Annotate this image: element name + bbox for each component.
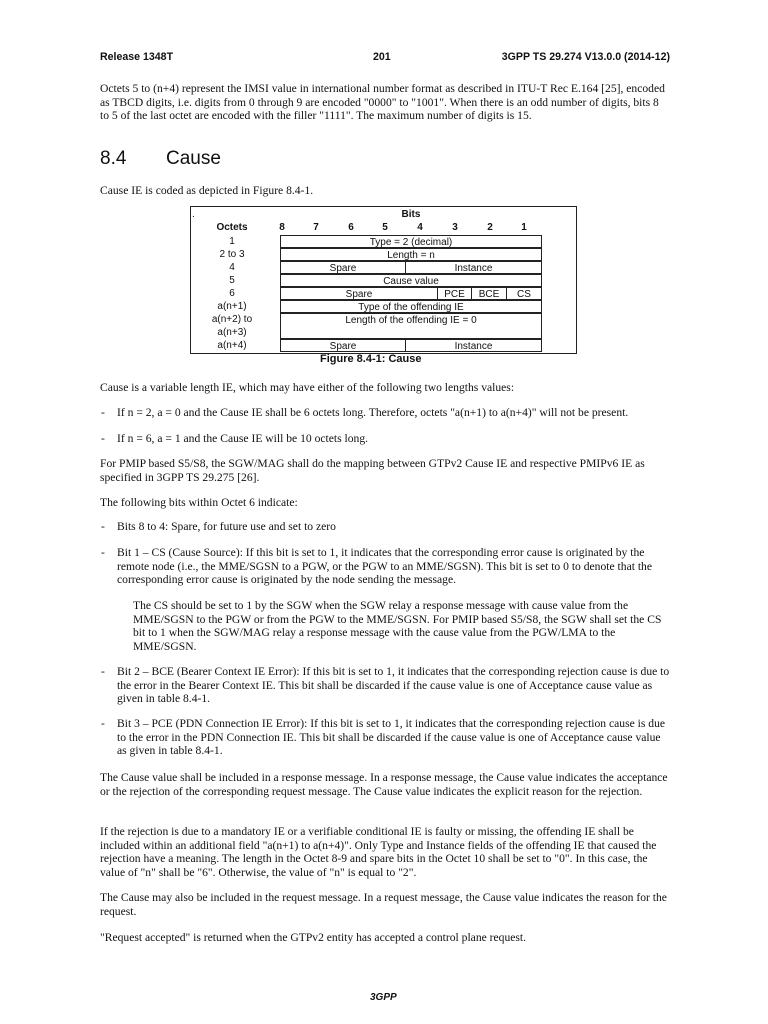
spare-field: Spare [280, 287, 438, 300]
list-item-text: Bits 8 to 4: Spare, for future use and set to zero [117, 520, 336, 533]
rejection-paragraph: If the rejection is due to a mandatory IE or a verifiable conditional IE is faulty or missing, the offending IE shall be included within an additional field "a(n+1) to a(n+4)". Only Type and Instance fields of the offending IE that caused the rejection have a meaning. The length in the Octet 8-9 and spare bits in the Octet 10 shall be set to "0". In this case, the value of "n" shall be "6". Otherwise, the value of "n" is equal to "2". [100, 825, 657, 879]
footer-3gpp: 3GPP [370, 992, 397, 1003]
cause-value-field: Cause value [280, 274, 542, 287]
imsi-paragraph: Octets 5 to (n+4) represent the IMSI value in international number format as described in ITU-T Rec E.164 [25], encoded as TBCD digits, i.e. digits from 0 through 9 are encoded "0000" to "1001". When there is an odd number of digits, bits 8 to 5 of the last octet are encoded with the filler "1111". The maximum number of digits is 15. [100, 82, 665, 123]
offending-ie-type-field: Type of the offending IE [280, 300, 542, 313]
spare-field: Spare [280, 339, 406, 352]
request-paragraph: The Cause may also be included in the request message. In a request message, the Cause value indicates the reason for the request. [100, 891, 667, 918]
instance-field: Instance [405, 339, 542, 352]
pce-field: PCE [437, 287, 472, 300]
bit-number: 8 [279, 222, 285, 233]
bce-field: BCE [471, 287, 507, 300]
bit-number: 4 [417, 222, 423, 233]
bit-number: 1 [521, 222, 527, 233]
cs-field: CS [506, 287, 542, 300]
instance-field: Instance [405, 261, 542, 274]
length-field: Length = n [280, 248, 542, 261]
bullet-dash: - [101, 665, 105, 678]
bit-number: 5 [382, 222, 388, 233]
bit-number: 7 [313, 222, 319, 233]
octet-label: 6 [229, 288, 235, 299]
octet-label: a(n+1) [217, 301, 247, 312]
octets-label: Octets [216, 222, 248, 233]
response-paragraph: The Cause value shall be included in a response message. In a response message, the Cause value indicates the acceptance or the rejection of the corresponding request message. The Cause value indicates the explicit reason for the rejection. [100, 771, 668, 798]
list-item-text: Bit 3 – PCE (PDN Connection IE Error): If this bit is set to 1, it indicates that the corresponding rejection cause is due to the error in the PDN Connection IE. This bit shall be discarded if the cause value is one of Acceptance cause value as given in table 8.4-1. [117, 717, 666, 758]
list-item [101, 406, 670, 420]
accepted-paragraph: "Request accepted" is returned when the GTPv2 entity has accepted a control plane request. [100, 931, 527, 944]
list-item-text: Bit 1 – CS (Cause Source): If this bit is set to 1, it indicates that the corresponding error cause is originated by the remote node (i.e., the MME/SGSN to a PGW, or the PGW to an MME/SGSN). This bit is set to 0 to denote that the corresponding error cause is originated by the node sending the message. [117, 546, 652, 587]
list-item [101, 546, 670, 587]
octet-label: 4 [229, 262, 235, 273]
section-number: 8.4 [100, 148, 127, 169]
octet-label: 1 [229, 236, 235, 247]
list-item-text: Bit 2 – BCE (Bearer Context IE Error): If this bit is set to 1, it indicates that the corresponding rejection cause is due to the error in the Bearer Context IE. This bit shall be discarded if the cause value is one of Acceptance cause value as given in table 8.4-1. [117, 665, 670, 706]
list-item [101, 717, 670, 758]
octet-label: a(n+3) [217, 327, 247, 338]
list-item [101, 665, 670, 706]
octet-label: a(n+2) to [211, 314, 253, 325]
section-heading [100, 147, 221, 171]
bullet-dash: - [101, 520, 105, 533]
bit-number: 6 [348, 222, 354, 233]
bullet-dash: - [101, 717, 105, 730]
bit-number: 3 [452, 222, 458, 233]
variable-length-text: Cause is a variable length IE, which may have either of the following two lengths values: [100, 381, 515, 394]
cs-note: The CS should be set to 1 by the SGW when the SGW relay a response message with cause value from the MME/SGSN to the PGW or from the PGW to the MME/SGSN. For PMIP based S5/S8, the SGW shall set the CS bit to 1 when the SGW/MAG relay a response message with the cause value from the PGW/LMA to the MME/SGSN. [133, 599, 662, 653]
list-item [101, 432, 670, 446]
pmip-paragraph: For PMIP based S5/S8, the SGW/MAG shall do the mapping between GTPv2 Cause IE and respective PMIPv6 IE as specified in 3GPP TS 29.275 [26]. [100, 457, 645, 484]
spare-field: Spare [280, 261, 406, 274]
figure-dot: . [192, 209, 195, 220]
list-item-text: If n = 6, a = 1 and the Cause IE will be 10 octets long. [117, 432, 369, 445]
page-number: 201 [373, 51, 391, 63]
bullet-dash: - [101, 546, 105, 559]
bits-label: Bits [401, 209, 421, 220]
list-item [101, 520, 670, 534]
section-title: Cause [166, 148, 221, 169]
list-item-text: If n = 2, a = 0 and the Cause IE shall be 6 octets long. Therefore, octets "a(n+1) to a(n+4)" will not be present. [117, 406, 629, 419]
spec-reference: 3GPP TS 29.274 V13.0.0 (2014-12) [501, 51, 670, 63]
type-field: Type = 2 (decimal) [280, 235, 542, 248]
octet-label: 5 [229, 275, 235, 286]
octet-label: 2 to 3 [219, 249, 245, 260]
bit-number: 2 [487, 222, 493, 233]
octet-label: a(n+4) [217, 340, 247, 351]
bullet-dash: - [101, 406, 105, 419]
bits-intro-text: The following bits within Octet 6 indicate: [100, 496, 298, 509]
cause-intro-text: Cause IE is coded as depicted in Figure 8.4-1. [100, 184, 314, 197]
figure-caption: Figure 8.4-1: Cause [320, 353, 422, 365]
offending-ie-length-field: Length of the offending IE = 0 [280, 313, 542, 339]
bullet-dash: - [101, 432, 105, 445]
release-label: Release 1348T [100, 51, 174, 63]
